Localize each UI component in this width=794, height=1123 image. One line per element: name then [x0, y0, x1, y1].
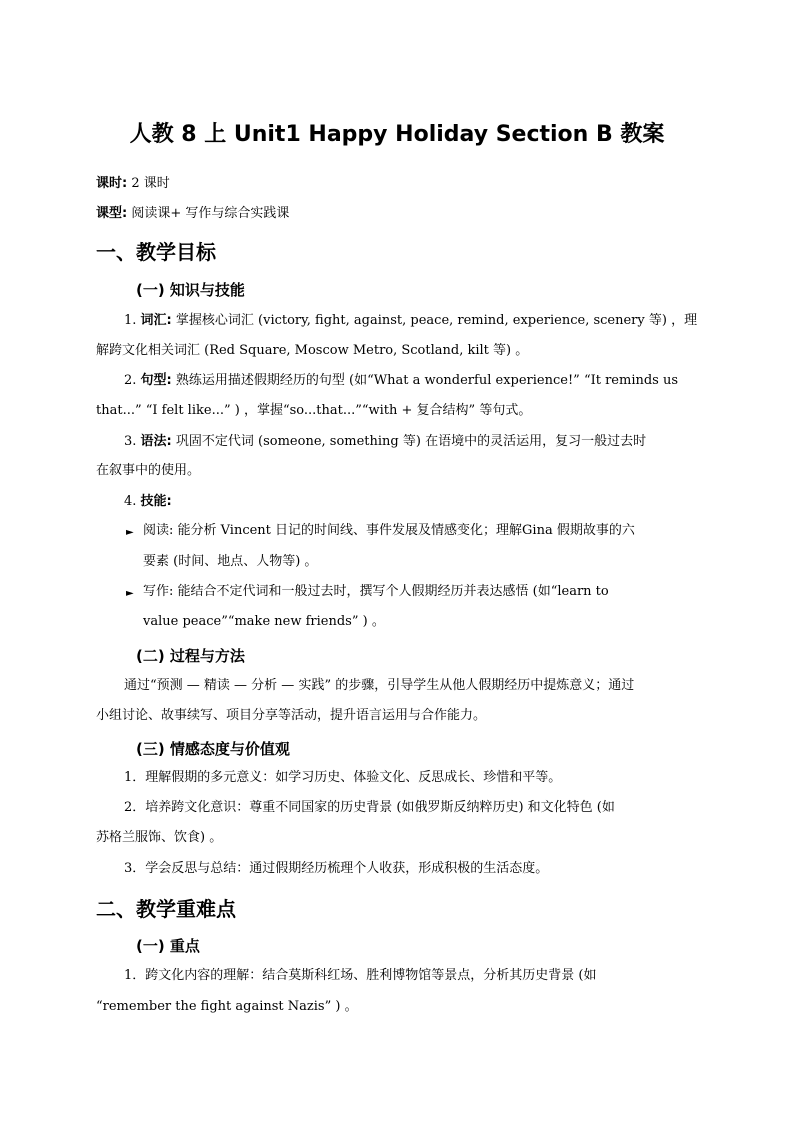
attitude-item-3: 3．学会反思与总结：通过假期经历梳理个人收获，形成积极的生活态度。 [124, 861, 549, 876]
bullet-icon: ► [126, 527, 134, 538]
attitude-item-2-line-2: 苏格兰服饰、饮食) 。 [96, 830, 223, 845]
skills-line [124, 493, 172, 511]
subheading-knowledge-skills: (一) 知识与技能 [136, 281, 245, 299]
vocab-text-1: 掌握核心词汇 (victory, fight, against, peace, remind, experience, scenery 等) ，理 [175, 313, 698, 328]
sentence-line-1 [124, 372, 678, 390]
document-title: 人教 8 上 Unit1 Happy Holiday Section B 教案 [129, 122, 665, 147]
attitude-item-2-line-1: 2．培养跨文化意识：尊重不同国家的历史背景 (如俄罗斯反纳粹历史) 和文化特色 (如 [124, 800, 615, 815]
grammar-number: 3. [124, 434, 137, 449]
key-point-1-line-2: “remember the fight against Nazis” ) 。 [96, 999, 358, 1014]
grammar-text-1: 巩固不定代词 (someone, something 等) 在语境中的灵活运用，复习一般过去时 [175, 434, 647, 449]
writing-text-2: value peace”“make new friends” ) 。 [143, 614, 385, 629]
vocab-line-1 [124, 312, 697, 330]
grammar-text-2: 在叙事中的使用。 [96, 463, 201, 478]
key-point-1-line-1: 1．跨文化内容的理解：结合莫斯科红场、胜利博物馆等景点，分析其历史背景 (如 [124, 968, 597, 983]
sentence-label: 句型: [140, 373, 172, 388]
vocab-label: 词汇: [140, 313, 172, 328]
grammar-label: 语法: [140, 434, 172, 449]
attitude-item-1: 1．理解假期的多元意义：如学习历史、体验文化、反思成长、珍惜和平等。 [124, 770, 562, 785]
subheading-key-points: (一) 重点 [136, 937, 200, 955]
section-heading-objectives: 一、教学目标 [96, 240, 216, 264]
sentence-number: 2. [124, 373, 137, 388]
class-hours-label: 课时: [96, 176, 128, 191]
grammar-line-1 [124, 433, 646, 451]
lesson-type-value: 阅读课+ 写作与综合实践课 [131, 206, 290, 221]
skills-number: 4. [124, 494, 137, 509]
process-text-2: 小组讨论、故事续写、项目分享等活动，提升语言运用与合作能力。 [96, 708, 487, 723]
reading-text-2: 要素 (时间、地点、人物等) 。 [143, 554, 318, 569]
lesson-type-line [96, 205, 289, 223]
lesson-type-label: 课型: [96, 206, 128, 221]
vocab-text-2: 解跨文化相关词汇 (Red Square, Moscow Metro, Scotland, kilt 等) 。 [96, 343, 529, 358]
subheading-process-methods: (二) 过程与方法 [136, 647, 245, 665]
vocab-number: 1. [124, 313, 137, 328]
reading-text-1: 阅读: 能分析 Vincent 日记的时间线、事件发展及情感变化；理解Gina 假期故事的六 [143, 523, 635, 538]
process-text-1: 通过“预测 — 精读 — 分析 — 实践” 的步骤，引导学生从他人假期经历中提炼意义；通过 [124, 678, 635, 693]
class-hours-line [96, 175, 170, 193]
skills-label: 技能: [140, 494, 172, 509]
sentence-text-2: that...” “I felt like...” ) ，掌握“so...that...”“with + 复合结构” 等句式。 [96, 403, 532, 418]
sentence-text-1: 熟练运用描述假期经历的句型 (如“What a wonderful experience!” “It reminds us [175, 373, 679, 388]
bullet-icon: ► [126, 588, 134, 599]
writing-text-1: 写作: 能结合不定代词和一般过去时，撰写个人假期经历并表达感悟 (如“learn to [143, 584, 609, 599]
section-heading-key-points: 二、教学重难点 [96, 897, 236, 921]
subheading-attitudes-values: (三) 情感态度与价值观 [136, 740, 290, 758]
class-hours-value: 2 课时 [131, 176, 170, 191]
